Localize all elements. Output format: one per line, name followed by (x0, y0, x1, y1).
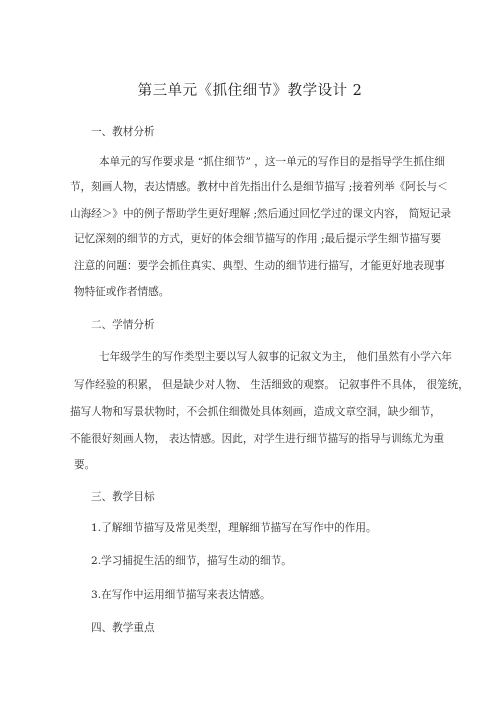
document-title: 第三单元《抓住细节》教学设计 2 (137, 83, 363, 99)
paragraph-line: 本单元的写作要求是 “抓住细节” ，这一单元的写作目的是指导学生抓住细 (99, 156, 445, 168)
paragraph-line: 物特征或作者情感。 (74, 286, 170, 298)
paragraph-line: 描写人物和写景状物时，不会抓住细微处具体刻画，造成文章空洞，缺少细节， (70, 406, 441, 418)
paragraph-line: 注意的问题：要学会抓住真实、典型、生动的细节进行描写，才能更好地表现事 (74, 260, 445, 272)
paragraph-line: 节，刻画人物，表达情感。教材中首先指出什么是细节描写 ;接着列举《阿长与＜ (70, 181, 448, 193)
paragraph-line: 要。 (74, 459, 96, 471)
goal-item: 1.了解细节描写及常见类型，理解细节描写在写作中的作用。 (91, 522, 377, 534)
paragraph-line: 写作经验的积累， 但是缺少对人物、 生活细致的观察。 记叙事件不具体， 很笼统， (74, 379, 469, 391)
section-heading-teaching-goals: 三、教学目标 (91, 491, 155, 503)
section-heading-learner-analysis: 二、学情分析 (91, 319, 155, 331)
paragraph-line: 七年级学生的写作类型主要以写人叙事的记叙文为主， 他们虽然有小学六年 (99, 351, 452, 363)
goal-item: 2.学习捕捉生活的细节，描写生动的细节。 (91, 555, 292, 567)
paragraph-line: 山海经＞》中的例子帮助学生更好理解 ;然后通过回忆学过的课文内容， 简短记录 (70, 208, 452, 220)
section-heading-textbook-analysis: 一、教材分析 (91, 126, 155, 138)
paragraph-line: 不能很好刻画人物， 表达情感。因此，对学生进行细节描写的指导与训练尤为重 (70, 433, 445, 445)
paragraph-line: 记忆深刻的细节的方式，更好的体会细节描写的作用 ;最后提示学生细节描写要 (74, 233, 442, 245)
section-heading-teaching-focus: 四、教学重点 (91, 622, 155, 634)
goal-item: 3.在写作中运用细节描写来表达情感。 (91, 589, 271, 601)
